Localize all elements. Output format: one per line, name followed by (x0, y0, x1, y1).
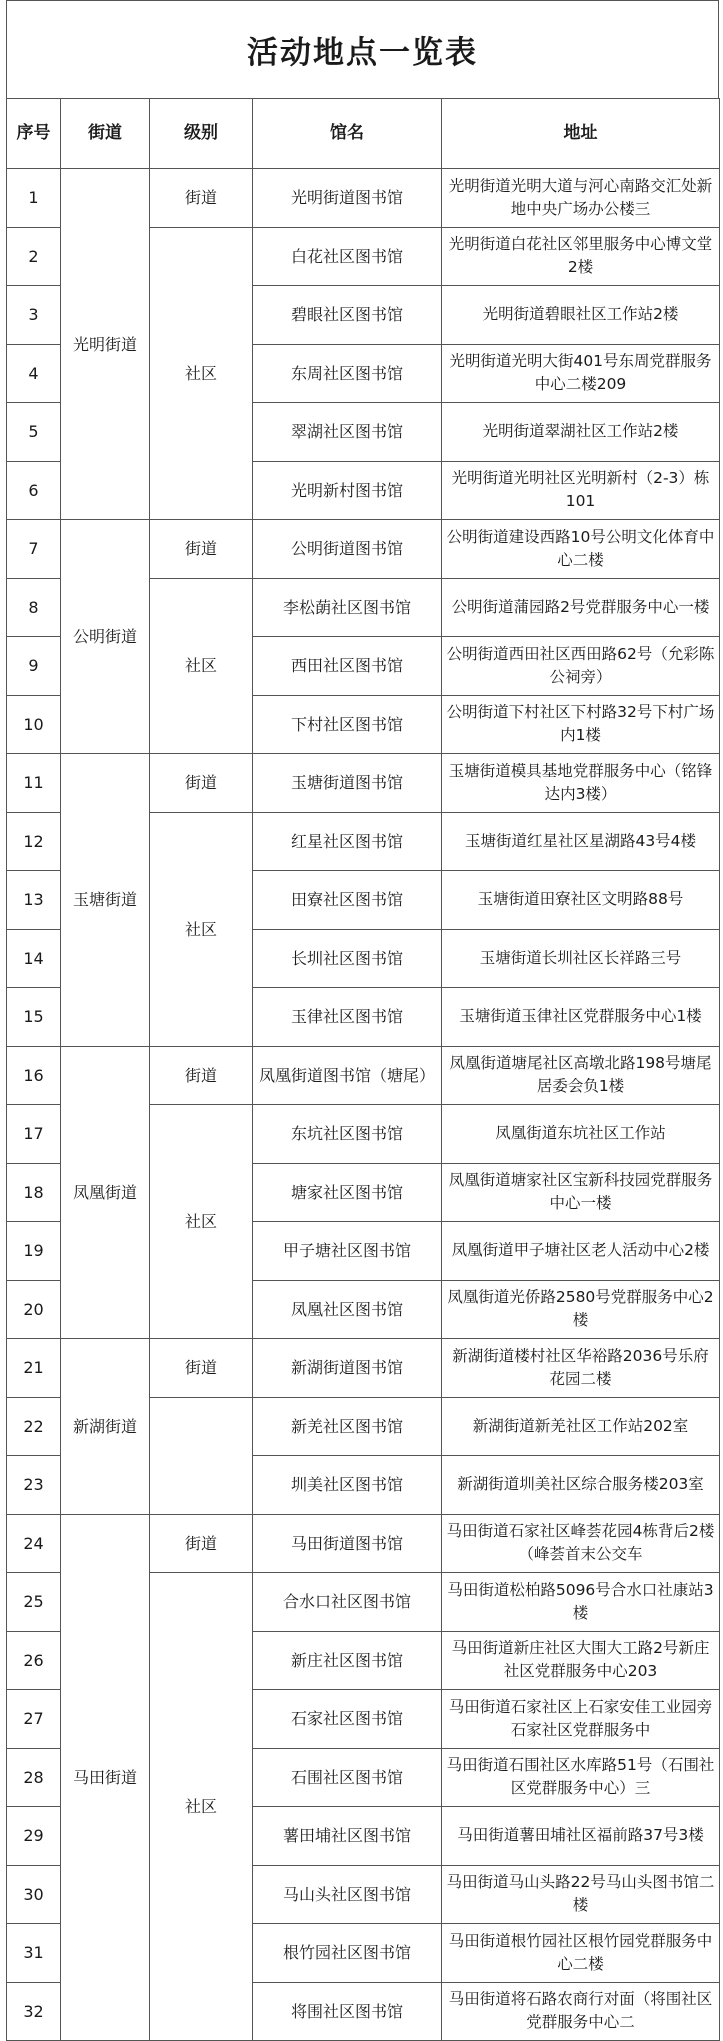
venue-address: 玉塘街道玉律社区党群服务中心1楼 (442, 988, 720, 1047)
level-cell: 街道 (150, 520, 253, 579)
venue-address: 新湖街道圳美社区综合服务楼203室 (442, 1456, 720, 1515)
row-number: 15 (7, 988, 61, 1047)
row-number: 21 (7, 1339, 61, 1398)
venue-name: 将围社区图书馆 (253, 1982, 442, 2041)
venue-address: 光明街道光明社区光明新村（2-3）栋101 (442, 461, 720, 520)
row-number: 8 (7, 578, 61, 637)
row-number: 3 (7, 286, 61, 345)
row-number: 5 (7, 403, 61, 462)
venue-address: 玉塘街道长圳社区长祥路三号 (442, 929, 720, 988)
row-number: 23 (7, 1456, 61, 1515)
row-number: 30 (7, 1865, 61, 1924)
row-number: 19 (7, 1222, 61, 1281)
venue-address: 马田街道石围社区水库路51号（石围社区党群服务中心）三 (442, 1748, 720, 1807)
venue-name: 李松蓢社区图书馆 (253, 578, 442, 637)
venue-address: 玉塘街道红星社区星湖路43号4楼 (442, 812, 720, 871)
venue-name: 甲子塘社区图书馆 (253, 1222, 442, 1281)
row-number: 1 (7, 169, 61, 228)
venue-address: 公明街道西田社区西田路62号（允彩陈公祠旁） (442, 637, 720, 696)
venue-name: 新湖街道图书馆 (253, 1339, 442, 1398)
row-number: 4 (7, 344, 61, 403)
venue-name: 长圳社区图书馆 (253, 929, 442, 988)
venue-address: 马田街道石家社区峰荟花园4栋背后2楼（峰荟首末公交车 (442, 1514, 720, 1573)
venue-table (6, 98, 720, 2041)
row-number: 31 (7, 1924, 61, 1983)
venue-address: 公明街道下村社区下村路32号下村广场内1楼 (442, 695, 720, 754)
venue-name: 合水口社区图书馆 (253, 1573, 442, 1632)
venue-name: 马田街道图书馆 (253, 1514, 442, 1573)
level-cell (150, 1397, 253, 1514)
venue-name: 凤凰社区图书馆 (253, 1280, 442, 1339)
venue-address: 光明街道光明大道与河心南路交汇处新地中央广场办公楼三 (442, 169, 720, 228)
row-number: 25 (7, 1573, 61, 1632)
venue-name: 翠湖社区图书馆 (253, 403, 442, 462)
level-cell: 街道 (150, 1339, 253, 1398)
row-number: 28 (7, 1748, 61, 1807)
venue-address: 光明街道光明大街401号东周党群服务中心二楼209 (442, 344, 720, 403)
street-cell: 公明街道 (61, 520, 150, 754)
header-row (7, 99, 720, 169)
row-number: 29 (7, 1807, 61, 1866)
table-row (7, 1046, 720, 1105)
row-number: 20 (7, 1280, 61, 1339)
table-row (7, 169, 720, 228)
table-row (7, 520, 720, 579)
level-cell: 社区 (150, 1573, 253, 2041)
level-cell: 社区 (150, 1105, 253, 1339)
venue-name: 白花社区图书馆 (253, 227, 442, 286)
venue-name: 石围社区图书馆 (253, 1748, 442, 1807)
venue-address: 新湖街道新羌社区工作站202室 (442, 1397, 720, 1456)
level-cell: 街道 (150, 1046, 253, 1105)
street-cell: 玉塘街道 (61, 754, 150, 1047)
venue-name: 圳美社区图书馆 (253, 1456, 442, 1515)
row-number: 14 (7, 929, 61, 988)
row-number: 13 (7, 871, 61, 930)
table-row (7, 1514, 720, 1573)
venue-address: 凤凰街道东坑社区工作站 (442, 1105, 720, 1164)
venue-name: 玉律社区图书馆 (253, 988, 442, 1047)
venue-address: 玉塘街道田寮社区文明路88号 (442, 871, 720, 930)
level-cell: 社区 (150, 227, 253, 520)
row-number: 11 (7, 754, 61, 813)
title-box (6, 0, 719, 98)
venue-name: 马山头社区图书馆 (253, 1865, 442, 1924)
venue-name: 东坑社区图书馆 (253, 1105, 442, 1164)
table-row (7, 1339, 720, 1398)
venue-name: 西田社区图书馆 (253, 637, 442, 696)
venue-name: 塘家社区图书馆 (253, 1163, 442, 1222)
venue-address: 凤凰街道塘家社区宝新科技园党群服务中心一楼 (442, 1163, 720, 1222)
venue-address: 马田街道薯田埔社区福前路37号3楼 (442, 1807, 720, 1866)
venue-address: 凤凰街道甲子塘社区老人活动中心2楼 (442, 1222, 720, 1281)
street-cell: 马田街道 (61, 1514, 150, 2041)
row-number: 2 (7, 227, 61, 286)
row-number: 6 (7, 461, 61, 520)
venue-address: 马田街道新庄社区大围大工路2号新庄社区党群服务中心203 (442, 1631, 720, 1690)
venue-address: 光明街道白花社区邻里服务中心博文堂2楼 (442, 227, 720, 286)
venue-address: 马田街道松柏路5096号合水口社康站3楼 (442, 1573, 720, 1632)
table-row (7, 754, 720, 813)
venue-name: 田寮社区图书馆 (253, 871, 442, 930)
venue-address: 公明街道蒲园路2号党群服务中心一楼 (442, 578, 720, 637)
venue-address: 公明街道建设西路10号公明文化体育中心二楼 (442, 520, 720, 579)
venue-name: 东周社区图书馆 (253, 344, 442, 403)
venue-name: 新羌社区图书馆 (253, 1397, 442, 1456)
venue-address: 马田街道将石路农商行对面（将围社区党群服务中心二 (442, 1982, 720, 2041)
venue-name: 新庄社区图书馆 (253, 1631, 442, 1690)
level-cell: 街道 (150, 169, 253, 228)
row-number: 32 (7, 1982, 61, 2041)
table-body (7, 169, 720, 2041)
row-number: 12 (7, 812, 61, 871)
row-number: 10 (7, 695, 61, 754)
level-cell: 街道 (150, 1514, 253, 1573)
row-number: 26 (7, 1631, 61, 1690)
venue-name: 碧眼社区图书馆 (253, 286, 442, 345)
venue-name: 光明街道图书馆 (253, 169, 442, 228)
venue-address: 马田街道马山头路22号马山头图书馆二楼 (442, 1865, 720, 1924)
level-cell: 社区 (150, 578, 253, 754)
venue-name: 玉塘街道图书馆 (253, 754, 442, 813)
venue-name: 薯田埔社区图书馆 (253, 1807, 442, 1866)
venue-name: 公明街道图书馆 (253, 520, 442, 579)
row-number: 7 (7, 520, 61, 579)
street-cell: 光明街道 (61, 169, 150, 520)
level-cell: 街道 (150, 754, 253, 813)
venue-name: 下村社区图书馆 (253, 695, 442, 754)
header-address: 地址 (442, 99, 720, 169)
header-no: 序号 (7, 99, 61, 169)
street-cell: 新湖街道 (61, 1339, 150, 1515)
row-number: 9 (7, 637, 61, 696)
row-number: 24 (7, 1514, 61, 1573)
row-number: 27 (7, 1690, 61, 1749)
venue-name: 石家社区图书馆 (253, 1690, 442, 1749)
header-name: 馆名 (253, 99, 442, 169)
page-title: 活动地点一览表 (247, 35, 478, 71)
venue-address: 光明街道翠湖社区工作站2楼 (442, 403, 720, 462)
street-cell: 凤凰街道 (61, 1046, 150, 1339)
row-number: 22 (7, 1397, 61, 1456)
venue-name: 光明新村图书馆 (253, 461, 442, 520)
venue-address: 光明街道碧眼社区工作站2楼 (442, 286, 720, 345)
row-number: 17 (7, 1105, 61, 1164)
venue-name: 红星社区图书馆 (253, 812, 442, 871)
venue-name: 凤凰街道图书馆（塘尾） (253, 1046, 442, 1105)
venue-address: 凤凰街道塘尾社区高墩北路198号塘尾居委会负1楼 (442, 1046, 720, 1105)
header-street: 街道 (61, 99, 150, 169)
row-number: 16 (7, 1046, 61, 1105)
venue-address: 马田街道石家社区上石家安佳工业园旁石家社区党群服务中 (442, 1690, 720, 1749)
venue-address: 凤凰街道光侨路2580号党群服务中心2楼 (442, 1280, 720, 1339)
venue-name: 根竹园社区图书馆 (253, 1924, 442, 1983)
level-cell: 社区 (150, 812, 253, 1046)
venue-address: 马田街道根竹园社区根竹园党群服务中心二楼 (442, 1924, 720, 1983)
venue-address: 新湖街道楼村社区华裕路2036号乐府花园二楼 (442, 1339, 720, 1398)
row-number: 18 (7, 1163, 61, 1222)
header-level: 级别 (150, 99, 253, 169)
venue-address: 玉塘街道模具基地党群服务中心（铭锋达内3楼） (442, 754, 720, 813)
